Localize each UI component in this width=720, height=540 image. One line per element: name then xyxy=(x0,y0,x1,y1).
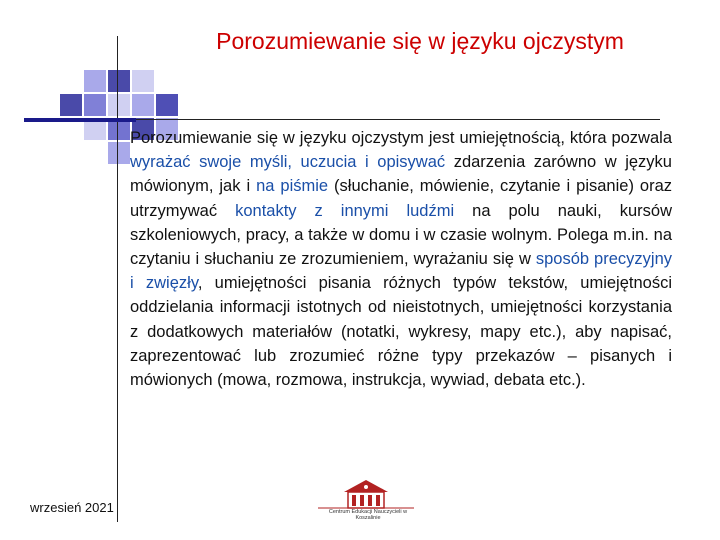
highlighted-phrase: na piśmie xyxy=(256,177,329,196)
slide-title: Porozumiewanie się w języku ojczystym xyxy=(216,28,624,54)
body-text-segment: (słuchanie, mówienie, czytanie i pisanie) oraz utrzymywać xyxy=(130,177,672,220)
decorative-tile xyxy=(84,94,106,116)
decorative-tile xyxy=(108,142,130,164)
decorative-tile xyxy=(84,70,106,92)
body-paragraph xyxy=(130,126,672,392)
decorative-tile xyxy=(156,94,178,116)
decorative-tile xyxy=(132,94,154,116)
body-text-segment: zdarzenia zarówno w języku mówionym, jak i xyxy=(130,153,672,196)
decorative-tile xyxy=(60,94,82,116)
body-text-segment: , umiejętności pisania różnych typów tekstów, umiejętności oddzielania informacji istotnych od nieistotnych, umiejętności korzystania z dodatkowych materiałów (notatki, wykresy, mapy etc.), aby napisać, zaprezentować lub zrozumieć różne typy przekazów – pisanych i mówionych (mowa, rozmowa, instrukcja, wywiad, debata etc.). xyxy=(130,274,672,390)
accent-rule xyxy=(24,118,136,122)
highlighted-phrase: kontakty z innymi ludźmi xyxy=(235,201,455,220)
decorative-tile xyxy=(108,94,130,116)
logo-caption: Centrum Edukacji Nauczycieli w Koszalinie xyxy=(328,509,408,521)
decorative-tile xyxy=(132,70,154,92)
vertical-rule xyxy=(117,36,118,522)
horizontal-rule xyxy=(136,119,660,120)
body-text-segment: na polu nauki, kursów szkoleniowych, pracy, a także w domu i w czasie wolnym. Polega m.in. na czytaniu i słuchaniu ze zrozumieniem, wyrażaniu się w xyxy=(130,201,672,269)
highlighted-phrase: wyrażać swoje myśli, uczucia i opisywać xyxy=(130,153,446,172)
body-text-segment: Porozumiewanie się w języku ojczystym jest umiejętnością, która pozwala xyxy=(130,129,672,147)
highlighted-phrase: sposób precyzyjny i zwięzły xyxy=(130,250,672,293)
footer-date: wrzesień 2021 xyxy=(30,500,114,515)
decorative-tile xyxy=(108,70,130,92)
